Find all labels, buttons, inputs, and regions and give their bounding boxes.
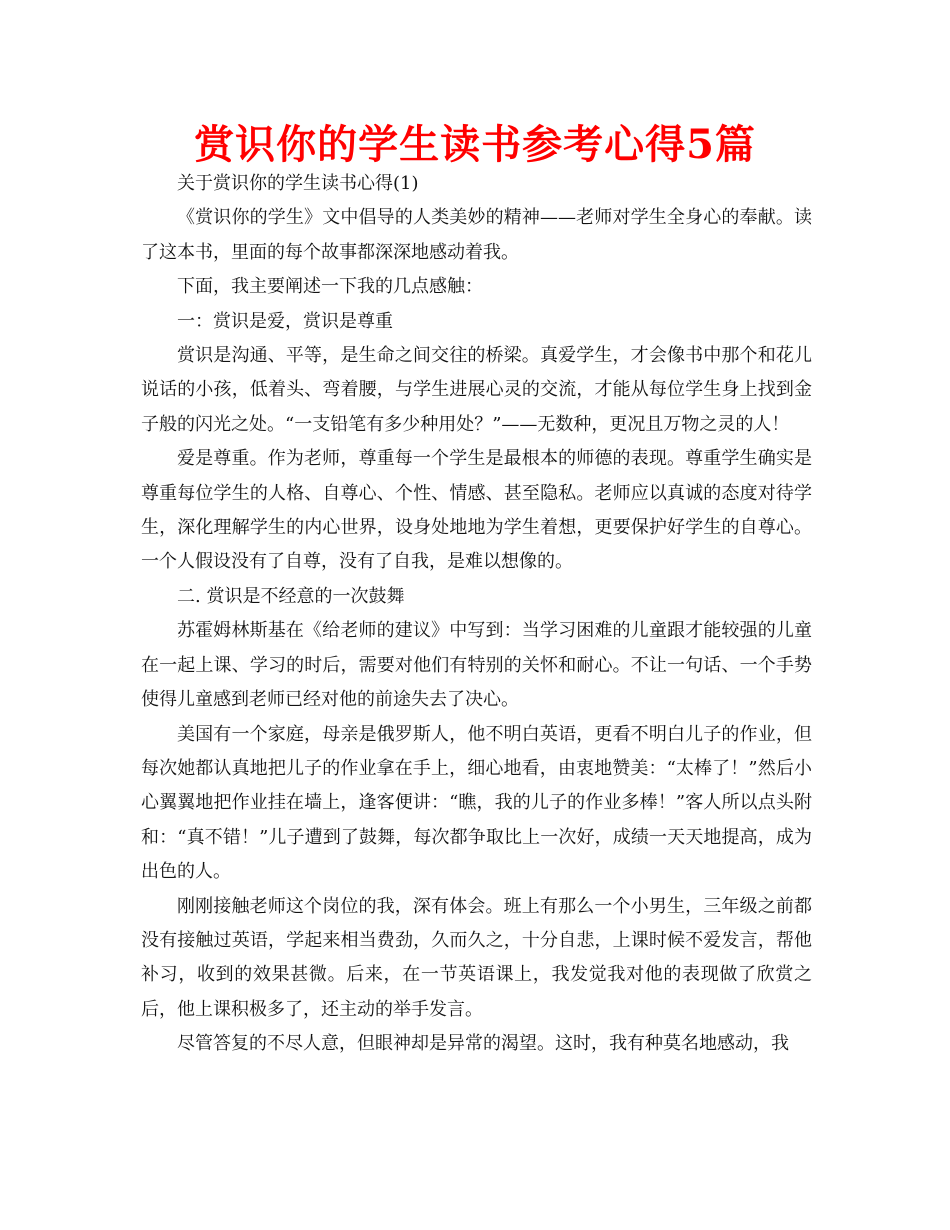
section-heading-one: 一：赏识是爱，赏识是尊重	[177, 310, 393, 332]
document-title: 赏识你的学生读书参考心得5篇	[194, 121, 756, 168]
body-paragraph: 苏霍姆林斯基在《给老师的建议》中写到：当学习困难的儿童跟才能较强的儿童在一起上课、学习的时后，需要对他们有特别的关怀和耐心。不让一句话、一个手势使得儿童感到老师已经对他的前途失去了决心。	[141, 620, 812, 711]
intro-paragraph: 《赏识你的学生》文中倡导的人类美妙的精神——老师对学生全身心的奉献。读了这本书，里面的每个故事都深深地感动着我。	[141, 207, 812, 263]
body-paragraph: 美国有一个家庭，母亲是俄罗斯人，他不明白英语，更看不明白儿子的作业，但每次她都认真地把儿子的作业拿在手上，细心地看，由衷地赞美：“太棒了！”然后小心翼翼地把作业挂在墙上，逢客便讲：“瞧，我的儿子的作业多棒！”客人所以点头附和：“真不错！”儿子遭到了鼓舞，每次都争取比上一次好，成绩一天天地提高，成为出色的人。	[141, 723, 812, 883]
document-body	[141, 167, 812, 1062]
subtitle-paragraph: 关于赏识你的学生读书心得(1)	[177, 173, 419, 194]
body-paragraph: 赏识是沟通、平等，是生命之间交往的桥梁。真爱学生，才会像书中那个和花儿说话的小孩，低着头、弯着腰，与学生进展心灵的交流，才能从每位学生身上找到金子般的闪光之处。“一支铅笔有多少种用处？”——无数种，更况且万物之灵的人！	[141, 345, 812, 435]
body-paragraph: 爱是尊重。作为老师，尊重每一个学生是最根本的师德的表现。尊重学生确实是尊重每位学生的人格、自尊心、个性、情感、甚至隐私。老师应以真诚的态度对待学生，深化理解学生的内心世界，设身处地地为学生着想，更要保护好学生的自尊心。一个人假设没有了自尊，没有了自我，是难以想像的。	[141, 448, 812, 573]
body-paragraph: 刚刚接触老师这个岗位的我，深有体会。班上有那么一个小男生，三年级之前都没有接触过英语，学起来相当费劲，久而久之，十分自悲，上课时候不爱发言，帮他补习，收到的效果甚微。后来，在一节英语课上，我发觉我对他的表现做了欣赏之后，他上课积极多了，还主动的举手发言。	[141, 895, 812, 1020]
body-paragraph: 尽管答复的不尽人意，但眼神却是异常的渴望。这时，我有种莫名地感动，我	[177, 1033, 789, 1055]
outline-paragraph: 下面，我主要阐述一下我的几点感触：	[177, 276, 483, 298]
section-heading-two: 二. 赏识是不经意的一次鼓舞	[177, 585, 405, 607]
